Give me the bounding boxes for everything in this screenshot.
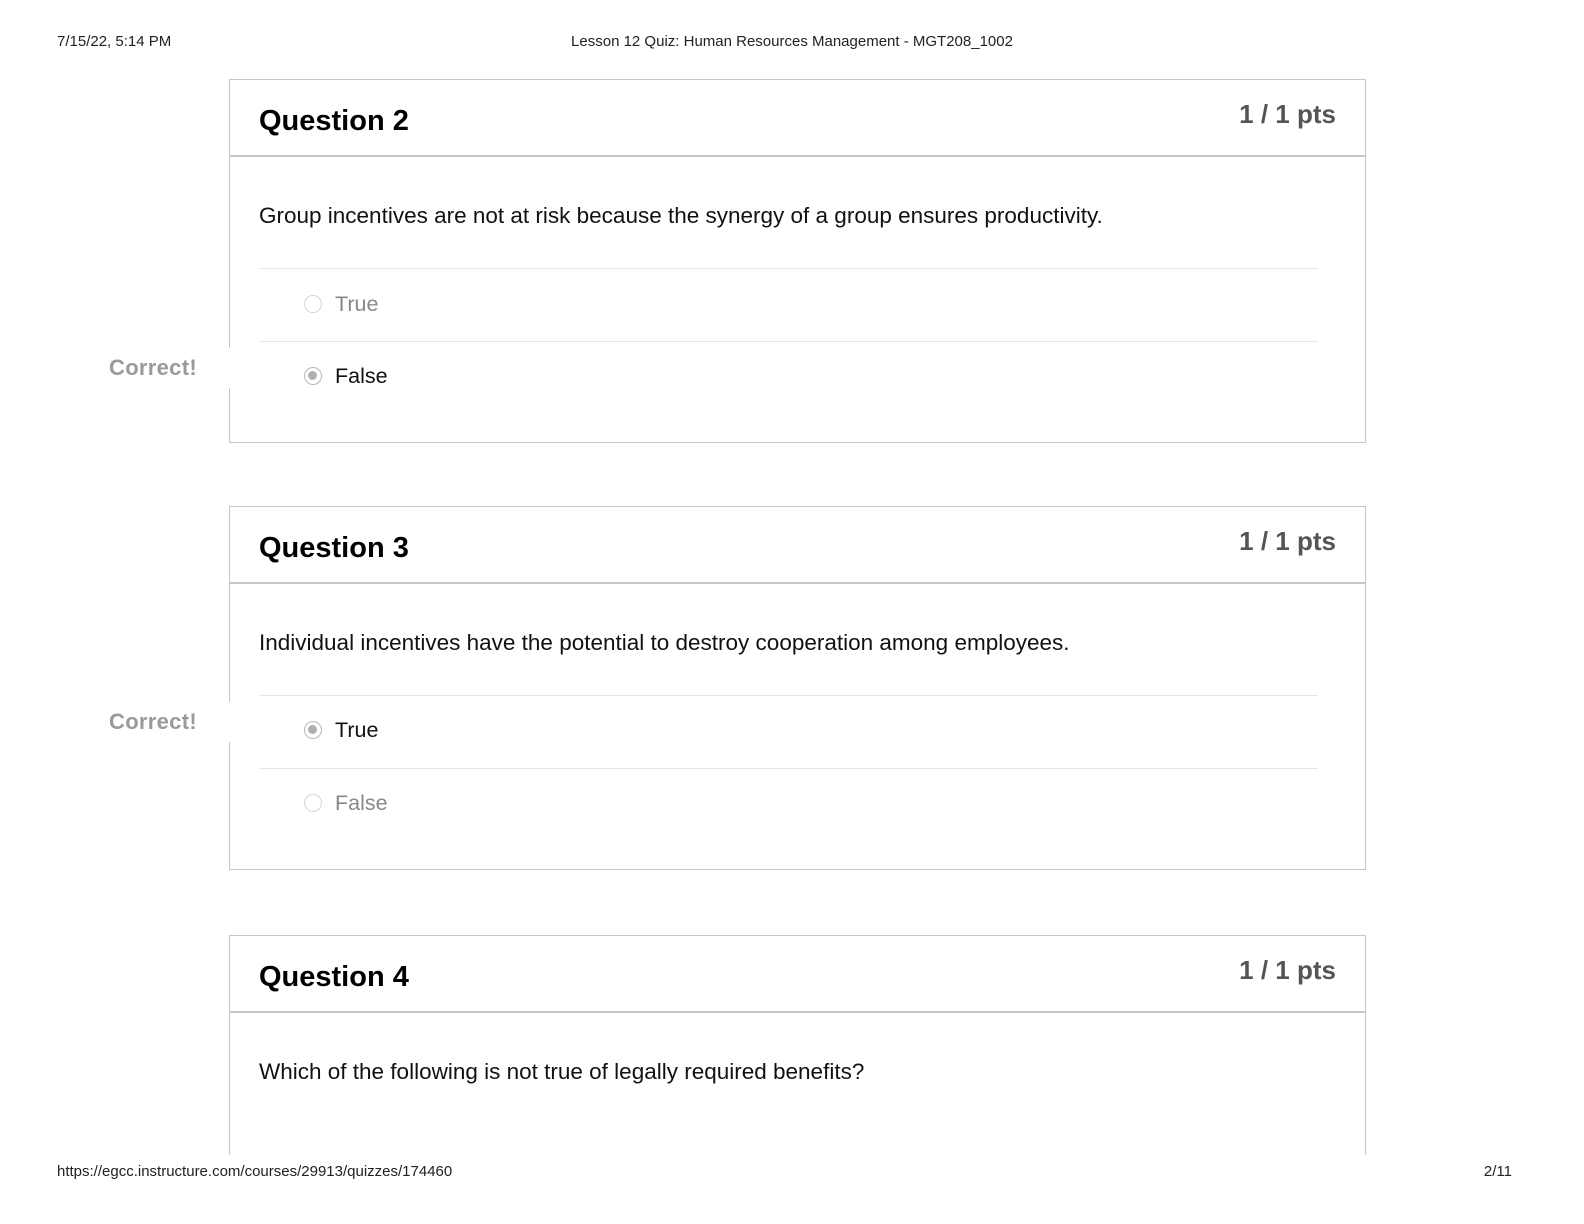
flag-border-gap — [226, 702, 232, 742]
radio-unselected-icon[interactable] — [304, 295, 322, 313]
question-text: Group incentives are not at risk because the synergy of a group ensures productivity. — [259, 203, 1103, 228]
radio-selected-icon[interactable] — [304, 721, 322, 739]
answer-label: True — [335, 292, 379, 316]
question-points: 1 / 1 pts — [1239, 526, 1336, 556]
flag-border-gap — [226, 348, 232, 388]
answer-label: True — [335, 718, 379, 742]
question-title: Question 3 — [259, 532, 409, 564]
correct-flag: Correct! — [109, 709, 197, 734]
answer-option-false[interactable] — [259, 769, 1318, 839]
question-header — [230, 507, 1365, 584]
print-page-number: 2/11 — [1483, 1163, 1512, 1180]
print-page-title: Lesson 12 Quiz: Human Resources Management - MGT208_1002 — [571, 33, 1013, 50]
print-url: https://egcc.instructure.com/courses/29913/quizzes/174460 — [57, 1163, 453, 1180]
question-text: Individual incentives have the potential to destroy cooperation among employees. — [259, 630, 1070, 655]
question-text: Which of the following is not true of legally required benefits? — [259, 1059, 865, 1084]
print-datetime: 7/15/22, 5:14 PM — [57, 33, 172, 50]
radio-unselected-icon[interactable] — [304, 794, 322, 812]
question-header — [230, 936, 1365, 1013]
answer-option-true[interactable] — [259, 270, 1318, 340]
answer-option-false[interactable] — [259, 342, 1318, 412]
question-card-3 — [229, 506, 1366, 870]
answer-option-true[interactable] — [259, 696, 1318, 766]
question-title: Question 2 — [259, 105, 409, 137]
correct-flag: Correct! — [109, 355, 197, 380]
answer-label: False — [335, 791, 388, 815]
question-header — [230, 80, 1365, 157]
question-points: 1 / 1 pts — [1239, 99, 1336, 129]
question-card-4 — [229, 935, 1366, 1175]
answer-label: False — [335, 364, 388, 388]
question-card-2 — [229, 79, 1366, 443]
radio-selected-icon[interactable] — [304, 367, 322, 385]
answer-divider — [259, 268, 1318, 269]
question-points: 1 / 1 pts — [1239, 955, 1336, 985]
question-title: Question 4 — [259, 961, 409, 993]
